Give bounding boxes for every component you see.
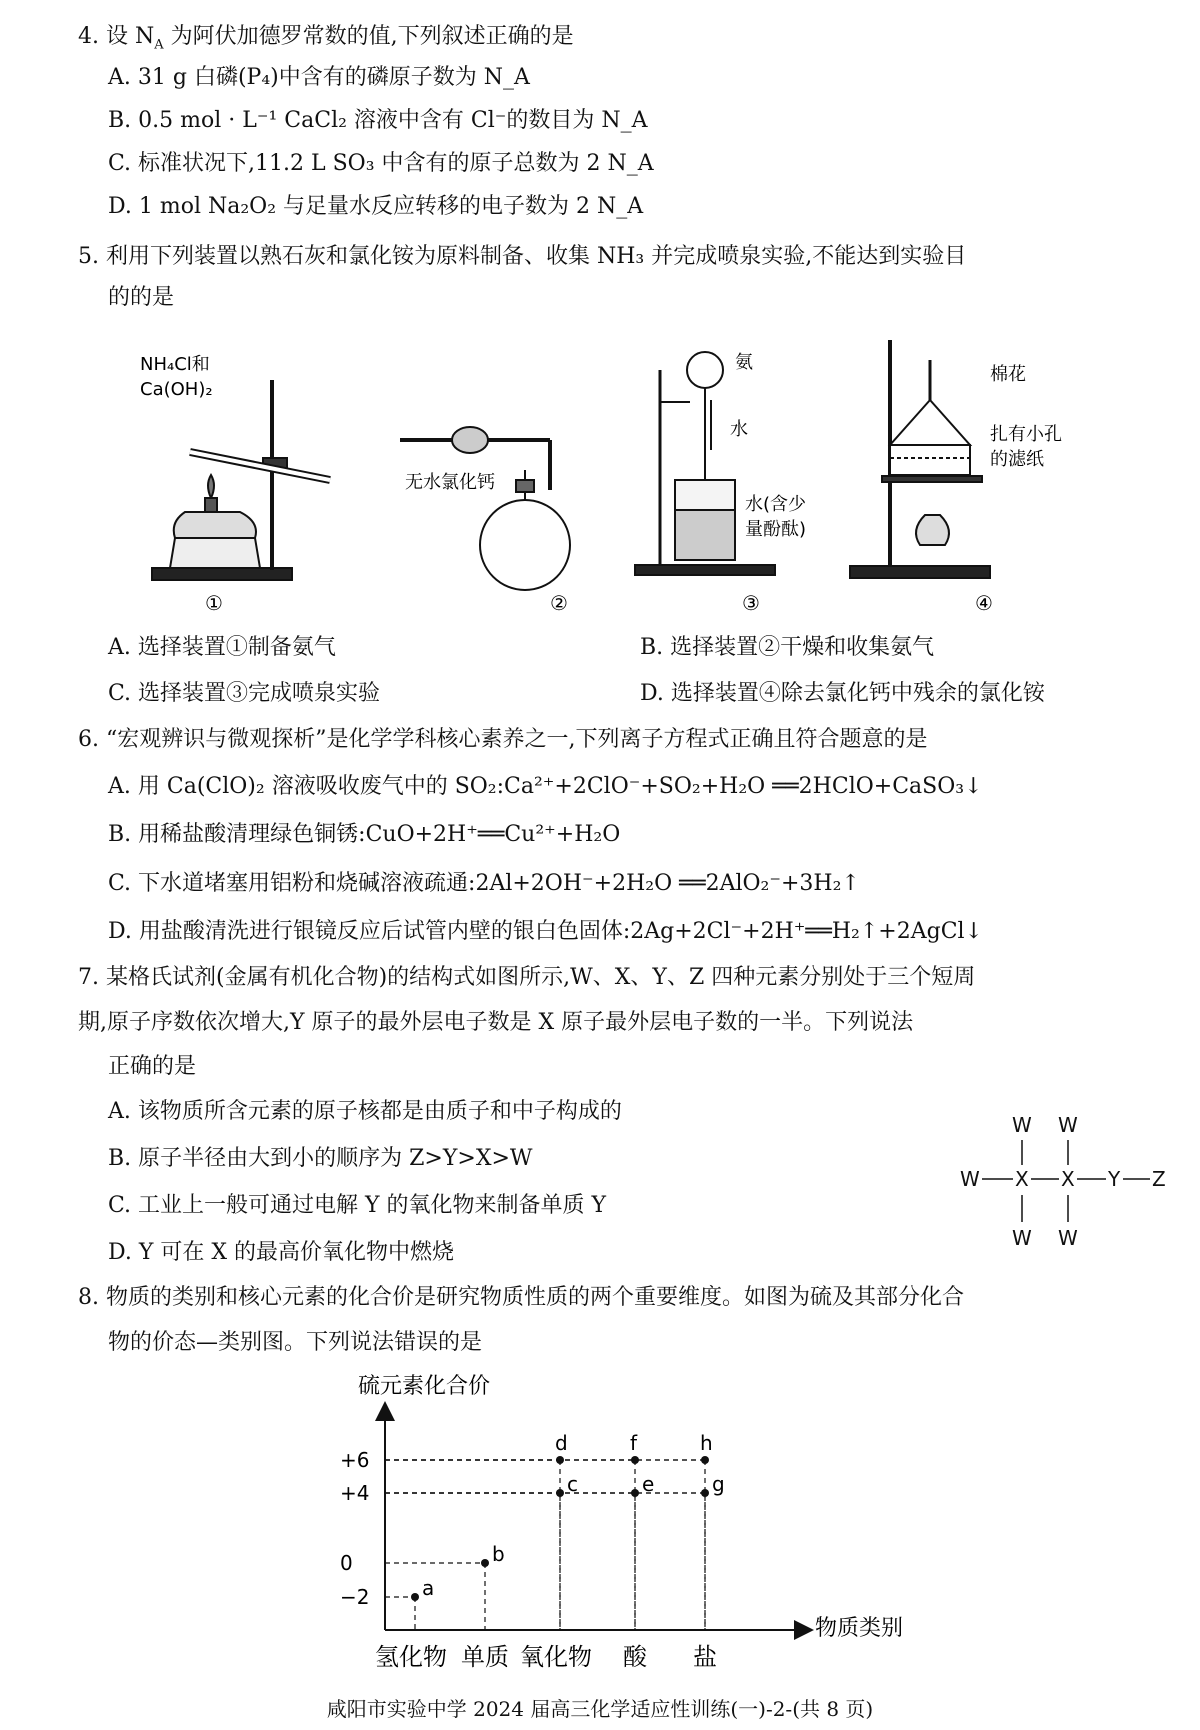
chart-point-label-g: g xyxy=(712,1472,725,1496)
chart-point-h xyxy=(701,1456,709,1464)
atom-w-top-2: W xyxy=(1058,1113,1078,1137)
q4-stem: 4. 设 $N_A$ 为阿伏加德罗常数的值,下列叙述正确的是 xyxy=(78,24,574,53)
chart-point-e xyxy=(631,1489,639,1497)
label-filter-paper-2: 的滤纸 xyxy=(990,449,1044,470)
q8-stem-line1: 8. 物质的类别和核心元素的化合价是研究物质性质的两个重要维度。如图为硫及其部分化合 xyxy=(78,1285,964,1310)
chart-point-label-c: c xyxy=(567,1472,578,1496)
q5-stem-line1: 5. 利用下列装置以熟石灰和氯化铵为原料制备、收集 NH₃ 并完成喷泉实验,不能达到实验目 xyxy=(78,244,967,269)
apparatus-number-1: ① xyxy=(205,591,223,615)
chart-y-tick-label: +4 xyxy=(340,1481,370,1505)
sulfur-valence-category-chart xyxy=(340,1365,960,1675)
q7-option-a: A. 该物质所含元素的原子核都是由质子和中子构成的 xyxy=(108,1099,622,1124)
atom-w-left: W xyxy=(960,1167,980,1191)
q6-option-d: D. 用盐酸清洗进行银镜反应后试管内壁的银白色固体:2Ag+2Cl⁻+2H⁺══H₂↑+2AgCl↓ xyxy=(108,919,983,944)
chart-x-category-label: 氧化物 xyxy=(520,1643,592,1671)
chart-x-axis-label: 物质类别 xyxy=(815,1616,904,1641)
atom-w-bottom-2: W xyxy=(1058,1226,1078,1250)
label-water: 水 xyxy=(730,419,748,440)
q7-stem-line1: 7. 某格氏试剂(金属有机化合物)的结构式如图所示,W、X、Y、Z 四种元素分别处于三个短周 xyxy=(78,965,976,990)
chart-point-label-e: e xyxy=(642,1472,655,1496)
chart-point-label-a: a xyxy=(422,1576,435,1600)
atom-w-top-1: W xyxy=(1012,1113,1032,1137)
chart-point-label-b: b xyxy=(492,1542,505,1566)
chart-y-tick-label: 0 xyxy=(340,1551,353,1575)
atom-x-2: X xyxy=(1061,1167,1075,1191)
q7-option-d: D. Y 可在 X 的最高价氧化物中燃烧 xyxy=(108,1240,455,1265)
chart-point-a xyxy=(411,1593,419,1601)
q6-stem: 6. “宏观辨识与微观探析”是化学学科核心素养之一,下列离子方程式正确且符合题意的是 xyxy=(78,727,928,752)
q5-stem-line2: 的的是 xyxy=(108,285,175,310)
atom-w-bottom-1: W xyxy=(1012,1226,1032,1250)
label-cotton: 棉花 xyxy=(990,364,1026,385)
label-ammonia: 氨 xyxy=(735,352,753,373)
q7-structure-formula xyxy=(955,1110,1175,1260)
chart-point-f xyxy=(631,1456,639,1464)
q5-option-d: D. 选择装置④除去氯化钙中残余的氯化铵 xyxy=(640,681,1045,706)
apparatus-number-3: ③ xyxy=(742,591,760,615)
q7-option-c: C. 工业上一般可通过电解 Y 的氧化物来制备单质 Y xyxy=(108,1193,607,1218)
chart-point-b xyxy=(481,1559,489,1567)
chart-point-label-d: d xyxy=(555,1431,568,1455)
q5-apparatus-figure xyxy=(130,340,1130,620)
atom-y: Y xyxy=(1108,1167,1121,1191)
q8-stem-line2: 物的价态—类别图。下列说法错误的是 xyxy=(108,1330,483,1355)
chart-y-axis-label: 硫元素化合价 xyxy=(358,1374,491,1399)
chart-x-category-label: 酸 xyxy=(623,1643,647,1671)
q4-option-d: D. 1 mol Na₂O₂ 与足量水反应转移的电子数为 2 N_A xyxy=(108,194,644,219)
atom-x-1: X xyxy=(1015,1167,1029,1191)
chart-x-category-label: 氢化物 xyxy=(375,1643,447,1671)
q7-stem-line2: 期,原子序数依次增大,Y 原子的最外层电子数是 X 原子最外层电子数的一半。下列说法 xyxy=(78,1010,914,1035)
label-desiccant: 无水氯化钙 xyxy=(405,472,495,493)
q6-option-a: A. 用 Ca(ClO)₂ 溶液吸收废气中的 SO₂:Ca²⁺+2ClO⁻+SO₂+H₂O ══2HClO+CaSO₃↓ xyxy=(108,774,983,799)
q4-option-a: A. 31 g 白磷(P₄)中含有的磷原子数为 N_A xyxy=(108,65,530,90)
chart-x-category-label: 单质 xyxy=(461,1643,509,1671)
q7-stem-line3: 正确的是 xyxy=(108,1054,197,1079)
label-water-phenolphthalein-1: 水(含少 xyxy=(745,494,807,515)
chart-point-g xyxy=(701,1489,709,1497)
chart-point-label-f: f xyxy=(630,1431,638,1455)
chart-y-tick-label: −2 xyxy=(340,1585,370,1609)
label-water-phenolphthalein-2: 量酚酞) xyxy=(745,519,807,540)
apparatus-number-4: ④ xyxy=(975,591,993,615)
q6-option-c: C. 下水道堵塞用铝粉和烧碱溶液疏通:2Al+2OH⁻+2H₂O ══2AlO₂⁻+3H₂↑ xyxy=(108,871,860,896)
q7-option-b: B. 原子半径由大到小的顺序为 Z>Y>X>W xyxy=(108,1146,533,1171)
chart-point-d xyxy=(556,1456,564,1464)
chart-point-c xyxy=(556,1489,564,1497)
chart-y-tick-label: +6 xyxy=(340,1448,370,1472)
chart-point-label-h: h xyxy=(700,1431,713,1455)
q4-option-b: B. 0.5 mol · L⁻¹ CaCl₂ 溶液中含有 Cl⁻的数目为 N_A xyxy=(108,108,648,133)
q4-option-c: C. 标准状况下,11.2 L SO₃ 中含有的原子总数为 2 N_A xyxy=(108,151,654,176)
chart-x-category-label: 盐 xyxy=(693,1643,717,1671)
label-reagent-1: NH₄Cl和 xyxy=(140,354,210,375)
q6-option-b: B. 用稀盐酸清理绿色铜锈:CuO+2H⁺══Cu²⁺+H₂O xyxy=(108,822,621,847)
label-reagent-2: Ca(OH)₂ xyxy=(140,379,213,400)
q5-option-a: A. 选择装置①制备氨气 xyxy=(108,635,336,660)
q5-option-b: B. 选择装置②干燥和收集氨气 xyxy=(640,635,935,660)
label-filter-paper-1: 扎有小孔 xyxy=(990,424,1062,445)
q5-option-c: C. 选择装置③完成喷泉实验 xyxy=(108,681,381,706)
atom-z: Z xyxy=(1152,1167,1166,1191)
apparatus-number-2: ② xyxy=(550,591,568,615)
page-footer: 咸阳市实验中学 2024 届高三化学适应性训练(一)-2-(共 8 页) xyxy=(326,1697,874,1721)
